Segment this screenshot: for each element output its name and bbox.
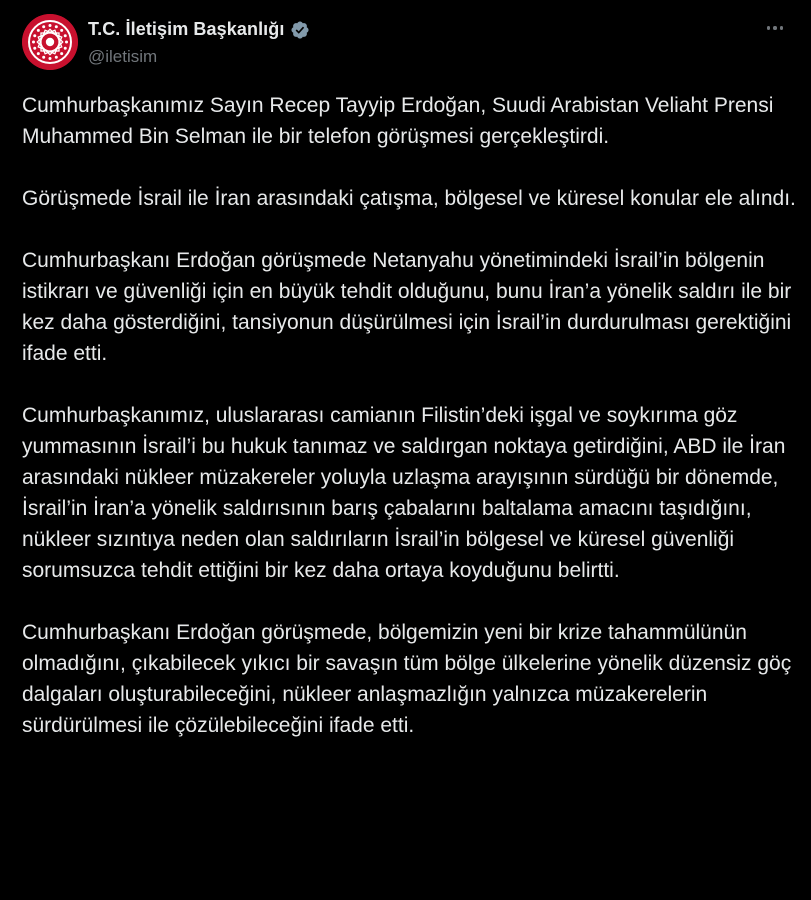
emblem-star <box>49 24 52 27</box>
emblem-star <box>37 29 40 32</box>
emblem-star <box>60 52 63 55</box>
tweet-text <box>22 90 797 772</box>
emblem-star <box>42 25 45 28</box>
tweet-paragraph: Cumhurbaşkanımız, uluslararası camianın Filistin’deki işgal ve soykırıma göz yummasının İsrail’i bu hukuk tanımaz ve saldırgan noktaya getirdiğini, ABD ile İran arasındaki nükleer müzakereler yoluyla uzlaşma arayışının sürdüğü bir dönemde, İsrail’in İran’a yönelik saldırısının barış çabalarını baltalama amacını taşıdığını, nükleer sızıntıya neden olan saldırıların İsrail’in bölgesel ve küresel güvenliği sorumsuzca tehdit ettiğini bir kez daha ortaya koyduğunu belirtti. <box>22 404 786 582</box>
account-handle[interactable]: @iletisim <box>88 47 158 66</box>
emblem-star <box>32 41 35 44</box>
tweet-header <box>22 14 789 74</box>
emblem-star <box>55 25 58 28</box>
tweet-paragraph: Görüşmede İsrail ile İran arasındaki çatışma, bölgesel ve küresel konular ele alındı. <box>22 187 796 210</box>
emblem-star <box>49 57 52 60</box>
more-options-button[interactable] <box>761 18 789 38</box>
emblem-star <box>42 56 45 59</box>
emblem-star <box>60 29 63 32</box>
name-row <box>88 19 310 40</box>
more-dot <box>773 26 777 30</box>
tweet-paragraph: Cumhurbaşkanımız Sayın Recep Tayyip Erdoğan, Suudi Arabistan Veliaht Prensi Muhammed Bin Selman ile bir telefon görüşmesi gerçekleştirdi. <box>22 94 774 148</box>
more-dot <box>780 26 784 30</box>
emblem-star <box>64 47 67 50</box>
presidency-logo-icon <box>22 14 78 70</box>
emblem-star <box>33 47 36 50</box>
emblem-star <box>37 52 40 55</box>
verified-badge-icon[interactable] <box>290 20 310 40</box>
tweet-paragraph: Cumhurbaşkanı Erdoğan görüşmede, bölgemizin yeni bir krize tahammülünün olmadığını, çıkabilecek yıkıcı bir savaşın tüm bölge ülkelerine yönelik düzensiz göç dalgaları oluşturabileceğini, nükleer anlaşmazlığın yalnızca müzakerelerin sürdürülmesi ile çözülebileceğini ifade etti. <box>22 621 792 737</box>
emblem-star <box>55 56 58 59</box>
display-name[interactable]: T.C. İletişim Başkanlığı <box>88 19 285 39</box>
more-horizontal-icon <box>767 26 771 30</box>
emblem-star <box>33 34 36 37</box>
tweet-paragraph: Cumhurbaşkanı Erdoğan görüşmede Netanyahu yönetimindeki İsrail’in bölgenin istikrarı ve güvenliği için en büyük tehdit olduğunu, bunu İran’a yönelik saldırı ile bir kez daha gösterdiğini, tansiyonun düşürülmesi için İsrail’in durdurulması gerektiğini ifade etti. <box>22 249 792 365</box>
emblem-star <box>65 41 68 44</box>
emblem-star <box>64 34 67 37</box>
avatar[interactable] <box>22 14 78 70</box>
